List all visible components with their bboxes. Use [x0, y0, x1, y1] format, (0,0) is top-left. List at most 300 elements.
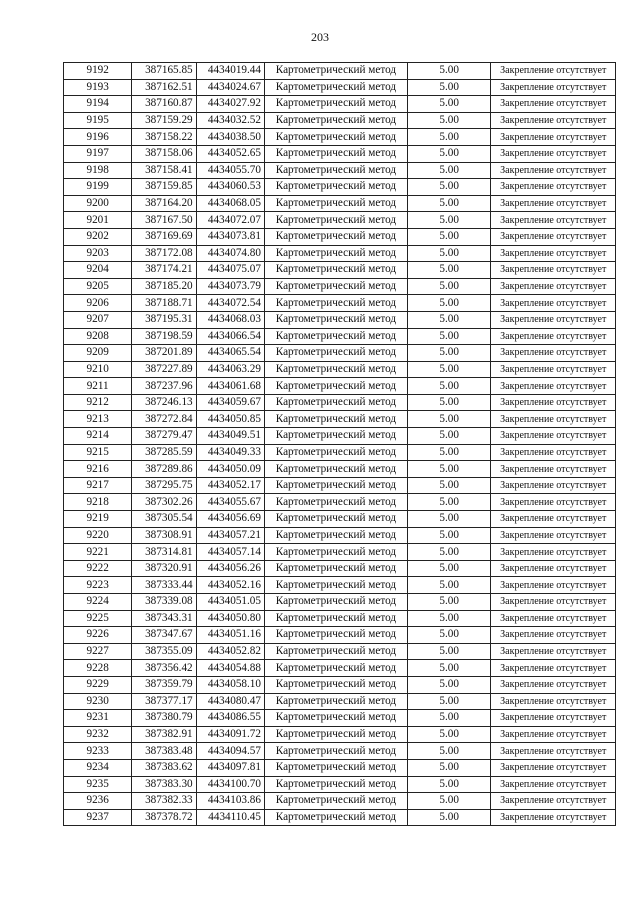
x-coordinate-cell: 387302.26: [132, 494, 196, 511]
point-number-cell: 9208: [64, 328, 132, 345]
table-row: [64, 311, 616, 328]
point-number-cell: 9228: [64, 660, 132, 677]
fixation-cell: Закрепление отсутствует: [491, 79, 616, 96]
y-coordinate-cell: 4434049.33: [196, 444, 264, 461]
method-cell: Картометрический метод: [264, 726, 407, 743]
y-coordinate-cell: 4434051.16: [196, 627, 264, 644]
fixation-cell: Закрепление отсутствует: [491, 477, 616, 494]
table-row: [64, 693, 616, 710]
table-row: [64, 295, 616, 312]
method-cell: Картометрический метод: [264, 643, 407, 660]
method-cell: Картометрический метод: [264, 394, 407, 411]
point-number-cell: 9200: [64, 195, 132, 212]
table-row: [64, 328, 616, 345]
x-coordinate-cell: 387295.75: [132, 477, 196, 494]
y-coordinate-cell: 4434110.45: [196, 809, 264, 826]
method-cell: Картометрический метод: [264, 311, 407, 328]
table-row: [64, 710, 616, 727]
point-number-cell: 9237: [64, 809, 132, 826]
method-cell: Картометрический метод: [264, 627, 407, 644]
x-coordinate-cell: 387382.91: [132, 726, 196, 743]
point-number-cell: 9224: [64, 594, 132, 611]
point-number-cell: 9193: [64, 79, 132, 96]
x-coordinate-cell: 387343.31: [132, 610, 196, 627]
point-number-cell: 9199: [64, 179, 132, 196]
fixation-cell: Закрепление отсутствует: [491, 461, 616, 478]
fixation-cell: Закрепление отсутствует: [491, 112, 616, 129]
method-cell: Картометрический метод: [264, 428, 407, 445]
fixation-cell: Закрепление отсутствует: [491, 776, 616, 793]
point-number-cell: 9197: [64, 145, 132, 162]
x-coordinate-cell: 387201.89: [132, 345, 196, 362]
y-coordinate-cell: 4434072.07: [196, 212, 264, 229]
accuracy-cell: 5.00: [407, 195, 491, 212]
accuracy-cell: 5.00: [407, 345, 491, 362]
method-cell: Картометрический метод: [264, 494, 407, 511]
fixation-cell: Закрепление отсутствует: [491, 511, 616, 528]
point-number-cell: 9216: [64, 461, 132, 478]
y-coordinate-cell: 4434052.17: [196, 477, 264, 494]
accuracy-cell: 5.00: [407, 79, 491, 96]
accuracy-cell: 5.00: [407, 693, 491, 710]
x-coordinate-cell: 387272.84: [132, 411, 196, 428]
accuracy-cell: 5.00: [407, 428, 491, 445]
point-number-cell: 9217: [64, 477, 132, 494]
y-coordinate-cell: 4434055.70: [196, 162, 264, 179]
accuracy-cell: 5.00: [407, 627, 491, 644]
point-number-cell: 9196: [64, 129, 132, 146]
fixation-cell: Закрепление отсутствует: [491, 129, 616, 146]
x-coordinate-cell: 387158.22: [132, 129, 196, 146]
x-coordinate-cell: 387160.87: [132, 96, 196, 113]
fixation-cell: Закрепление отсутствует: [491, 311, 616, 328]
table-row: [64, 577, 616, 594]
accuracy-cell: 5.00: [407, 444, 491, 461]
y-coordinate-cell: 4434049.51: [196, 428, 264, 445]
fixation-cell: Закрепление отсутствует: [491, 577, 616, 594]
method-cell: Картометрический метод: [264, 212, 407, 229]
fixation-cell: Закрепление отсутствует: [491, 494, 616, 511]
point-number-cell: 9213: [64, 411, 132, 428]
accuracy-cell: 5.00: [407, 759, 491, 776]
x-coordinate-cell: 387314.81: [132, 544, 196, 561]
method-cell: Картометрический метод: [264, 710, 407, 727]
fixation-cell: Закрепление отсутствует: [491, 411, 616, 428]
fixation-cell: Закрепление отсутствует: [491, 162, 616, 179]
accuracy-cell: 5.00: [407, 577, 491, 594]
x-coordinate-cell: 387167.50: [132, 212, 196, 229]
fixation-cell: Закрепление отсутствует: [491, 328, 616, 345]
table-row: [64, 145, 616, 162]
x-coordinate-cell: 387195.31: [132, 311, 196, 328]
table-row: [64, 212, 616, 229]
accuracy-cell: 5.00: [407, 610, 491, 627]
y-coordinate-cell: 4434103.86: [196, 793, 264, 810]
page-number: 203: [311, 30, 329, 44]
x-coordinate-cell: 387174.21: [132, 262, 196, 279]
fixation-cell: Закрепление отсутствует: [491, 345, 616, 362]
y-coordinate-cell: 4434057.21: [196, 527, 264, 544]
table-row: [64, 759, 616, 776]
accuracy-cell: 5.00: [407, 527, 491, 544]
table-row: [64, 643, 616, 660]
method-cell: Картометрический метод: [264, 179, 407, 196]
x-coordinate-cell: 387383.30: [132, 776, 196, 793]
x-coordinate-cell: 387356.42: [132, 660, 196, 677]
table-row: [64, 378, 616, 395]
point-number-cell: 9221: [64, 544, 132, 561]
x-coordinate-cell: 387289.86: [132, 461, 196, 478]
method-cell: Картометрический метод: [264, 345, 407, 362]
y-coordinate-cell: 4434075.07: [196, 262, 264, 279]
table-row: [64, 112, 616, 129]
fixation-cell: Закрепление отсутствует: [491, 444, 616, 461]
method-cell: Картометрический метод: [264, 79, 407, 96]
x-coordinate-cell: 387162.51: [132, 79, 196, 96]
method-cell: Картометрический метод: [264, 693, 407, 710]
point-number-cell: 9220: [64, 527, 132, 544]
method-cell: Картометрический метод: [264, 145, 407, 162]
x-coordinate-cell: 387308.91: [132, 527, 196, 544]
table-row: [64, 544, 616, 561]
method-cell: Картометрический метод: [264, 96, 407, 113]
point-number-cell: 9204: [64, 262, 132, 279]
accuracy-cell: 5.00: [407, 461, 491, 478]
x-coordinate-cell: 387380.79: [132, 710, 196, 727]
y-coordinate-cell: 4434068.05: [196, 195, 264, 212]
point-number-cell: 9195: [64, 112, 132, 129]
x-coordinate-cell: 387158.06: [132, 145, 196, 162]
table-row: [64, 228, 616, 245]
x-coordinate-cell: 387159.85: [132, 179, 196, 196]
table-row: [64, 162, 616, 179]
fixation-cell: Закрепление отсутствует: [491, 627, 616, 644]
method-cell: Картометрический метод: [264, 477, 407, 494]
fixation-cell: Закрепление отсутствует: [491, 759, 616, 776]
table-row: [64, 511, 616, 528]
method-cell: Картометрический метод: [264, 793, 407, 810]
fixation-cell: Закрепление отсутствует: [491, 726, 616, 743]
y-coordinate-cell: 4434061.68: [196, 378, 264, 395]
table-row: [64, 494, 616, 511]
table-row: [64, 129, 616, 146]
method-cell: Картометрический метод: [264, 262, 407, 279]
fixation-cell: Закрепление отсутствует: [491, 262, 616, 279]
coordinates-table-body: [64, 63, 616, 826]
accuracy-cell: 5.00: [407, 311, 491, 328]
table-row: [64, 444, 616, 461]
method-cell: Картометрический метод: [264, 112, 407, 129]
fixation-cell: Закрепление отсутствует: [491, 793, 616, 810]
point-number-cell: 9206: [64, 295, 132, 312]
point-number-cell: 9232: [64, 726, 132, 743]
table-row: [64, 560, 616, 577]
fixation-cell: Закрепление отсутствует: [491, 195, 616, 212]
y-coordinate-cell: 4434068.03: [196, 311, 264, 328]
accuracy-cell: 5.00: [407, 295, 491, 312]
point-number-cell: 9235: [64, 776, 132, 793]
y-coordinate-cell: 4434073.81: [196, 228, 264, 245]
y-coordinate-cell: 4434038.50: [196, 129, 264, 146]
y-coordinate-cell: 4434072.54: [196, 295, 264, 312]
method-cell: Картометрический метод: [264, 278, 407, 295]
point-number-cell: 9192: [64, 63, 132, 80]
y-coordinate-cell: 4434052.65: [196, 145, 264, 162]
method-cell: Картометрический метод: [264, 245, 407, 262]
table-row: [64, 660, 616, 677]
y-coordinate-cell: 4434019.44: [196, 63, 264, 80]
fixation-cell: Закрепление отсутствует: [491, 228, 616, 245]
x-coordinate-cell: 387246.13: [132, 394, 196, 411]
accuracy-cell: 5.00: [407, 660, 491, 677]
table-row: [64, 262, 616, 279]
y-coordinate-cell: 4434058.10: [196, 676, 264, 693]
fixation-cell: Закрепление отсутствует: [491, 594, 616, 611]
point-number-cell: 9209: [64, 345, 132, 362]
x-coordinate-cell: 387227.89: [132, 361, 196, 378]
point-number-cell: 9231: [64, 710, 132, 727]
y-coordinate-cell: 4434050.85: [196, 411, 264, 428]
table-row: [64, 63, 616, 80]
y-coordinate-cell: 4434063.29: [196, 361, 264, 378]
fixation-cell: Закрепление отсутствует: [491, 809, 616, 826]
x-coordinate-cell: 387159.29: [132, 112, 196, 129]
fixation-cell: Закрепление отсутствует: [491, 676, 616, 693]
y-coordinate-cell: 4434100.70: [196, 776, 264, 793]
point-number-cell: 9233: [64, 743, 132, 760]
accuracy-cell: 5.00: [407, 245, 491, 262]
y-coordinate-cell: 4434097.81: [196, 759, 264, 776]
accuracy-cell: 5.00: [407, 494, 491, 511]
x-coordinate-cell: 387164.20: [132, 195, 196, 212]
accuracy-cell: 5.00: [407, 378, 491, 395]
x-coordinate-cell: 387383.62: [132, 759, 196, 776]
accuracy-cell: 5.00: [407, 743, 491, 760]
table-row: [64, 627, 616, 644]
accuracy-cell: 5.00: [407, 809, 491, 826]
y-coordinate-cell: 4434027.92: [196, 96, 264, 113]
y-coordinate-cell: 4434060.53: [196, 179, 264, 196]
method-cell: Картометрический метод: [264, 594, 407, 611]
accuracy-cell: 5.00: [407, 477, 491, 494]
method-cell: Картометрический метод: [264, 743, 407, 760]
y-coordinate-cell: 4434066.54: [196, 328, 264, 345]
y-coordinate-cell: 4434050.09: [196, 461, 264, 478]
table-row: [64, 278, 616, 295]
point-number-cell: 9198: [64, 162, 132, 179]
method-cell: Картометрический метод: [264, 129, 407, 146]
table-row: [64, 394, 616, 411]
table-row: [64, 179, 616, 196]
table-row: [64, 195, 616, 212]
fixation-cell: Закрепление отсутствует: [491, 710, 616, 727]
fixation-cell: Закрепление отсутствует: [491, 610, 616, 627]
fixation-cell: Закрепление отсутствует: [491, 212, 616, 229]
table-row: [64, 726, 616, 743]
method-cell: Картометрический метод: [264, 444, 407, 461]
y-coordinate-cell: 4434080.47: [196, 693, 264, 710]
x-coordinate-cell: 387305.54: [132, 511, 196, 528]
accuracy-cell: 5.00: [407, 560, 491, 577]
accuracy-cell: 5.00: [407, 726, 491, 743]
point-number-cell: 9226: [64, 627, 132, 644]
fixation-cell: Закрепление отсутствует: [491, 527, 616, 544]
method-cell: Картометрический метод: [264, 660, 407, 677]
point-number-cell: 9234: [64, 759, 132, 776]
method-cell: Картометрический метод: [264, 527, 407, 544]
fixation-cell: Закрепление отсутствует: [491, 544, 616, 561]
coordinates-table: [63, 62, 616, 826]
point-number-cell: 9205: [64, 278, 132, 295]
y-coordinate-cell: 4434032.52: [196, 112, 264, 129]
x-coordinate-cell: 387377.17: [132, 693, 196, 710]
accuracy-cell: 5.00: [407, 212, 491, 229]
fixation-cell: Закрепление отсутствует: [491, 245, 616, 262]
x-coordinate-cell: 387339.08: [132, 594, 196, 611]
method-cell: Картометрический метод: [264, 328, 407, 345]
accuracy-cell: 5.00: [407, 710, 491, 727]
accuracy-cell: 5.00: [407, 411, 491, 428]
fixation-cell: Закрепление отсутствует: [491, 560, 616, 577]
fixation-cell: Закрепление отсутствует: [491, 361, 616, 378]
method-cell: Картометрический метод: [264, 544, 407, 561]
point-number-cell: 9203: [64, 245, 132, 262]
point-number-cell: 9230: [64, 693, 132, 710]
point-number-cell: 9219: [64, 511, 132, 528]
accuracy-cell: 5.00: [407, 361, 491, 378]
table-row: [64, 345, 616, 362]
table-row: [64, 676, 616, 693]
method-cell: Картометрический метод: [264, 378, 407, 395]
x-coordinate-cell: 387185.20: [132, 278, 196, 295]
method-cell: Картометрический метод: [264, 228, 407, 245]
accuracy-cell: 5.00: [407, 278, 491, 295]
accuracy-cell: 5.00: [407, 179, 491, 196]
fixation-cell: Закрепление отсутствует: [491, 428, 616, 445]
fixation-cell: Закрепление отсутствует: [491, 643, 616, 660]
method-cell: Картометрический метод: [264, 511, 407, 528]
accuracy-cell: 5.00: [407, 228, 491, 245]
point-number-cell: 9202: [64, 228, 132, 245]
accuracy-cell: 5.00: [407, 776, 491, 793]
table-row: [64, 411, 616, 428]
accuracy-cell: 5.00: [407, 328, 491, 345]
y-coordinate-cell: 4434073.79: [196, 278, 264, 295]
accuracy-cell: 5.00: [407, 643, 491, 660]
y-coordinate-cell: 4434065.54: [196, 345, 264, 362]
y-coordinate-cell: 4434086.55: [196, 710, 264, 727]
method-cell: Картометрический метод: [264, 809, 407, 826]
accuracy-cell: 5.00: [407, 511, 491, 528]
x-coordinate-cell: 387378.72: [132, 809, 196, 826]
table-row: [64, 809, 616, 826]
point-number-cell: 9215: [64, 444, 132, 461]
accuracy-cell: 5.00: [407, 112, 491, 129]
x-coordinate-cell: 387333.44: [132, 577, 196, 594]
point-number-cell: 9225: [64, 610, 132, 627]
accuracy-cell: 5.00: [407, 676, 491, 693]
x-coordinate-cell: 387169.69: [132, 228, 196, 245]
table-row: [64, 610, 616, 627]
x-coordinate-cell: 387359.79: [132, 676, 196, 693]
method-cell: Картометрический метод: [264, 63, 407, 80]
method-cell: Картометрический метод: [264, 295, 407, 312]
accuracy-cell: 5.00: [407, 394, 491, 411]
fixation-cell: Закрепление отсутствует: [491, 394, 616, 411]
method-cell: Картометрический метод: [264, 577, 407, 594]
table-row: [64, 743, 616, 760]
x-coordinate-cell: 387382.33: [132, 793, 196, 810]
point-number-cell: 9227: [64, 643, 132, 660]
fixation-cell: Закрепление отсутствует: [491, 63, 616, 80]
table-row: [64, 461, 616, 478]
table-row: [64, 79, 616, 96]
accuracy-cell: 5.00: [407, 594, 491, 611]
table-row: [64, 361, 616, 378]
table-row: [64, 527, 616, 544]
fixation-cell: Закрепление отсутствует: [491, 660, 616, 677]
point-number-cell: 9212: [64, 394, 132, 411]
accuracy-cell: 5.00: [407, 793, 491, 810]
point-number-cell: 9218: [64, 494, 132, 511]
point-number-cell: 9201: [64, 212, 132, 229]
point-number-cell: 9211: [64, 378, 132, 395]
x-coordinate-cell: 387165.85: [132, 63, 196, 80]
y-coordinate-cell: 4434074.80: [196, 245, 264, 262]
method-cell: Картометрический метод: [264, 610, 407, 627]
method-cell: Картометрический метод: [264, 776, 407, 793]
table-row: [64, 477, 616, 494]
table-row: [64, 776, 616, 793]
accuracy-cell: 5.00: [407, 63, 491, 80]
accuracy-cell: 5.00: [407, 129, 491, 146]
x-coordinate-cell: 387188.71: [132, 295, 196, 312]
y-coordinate-cell: 4434054.88: [196, 660, 264, 677]
table-row: [64, 428, 616, 445]
accuracy-cell: 5.00: [407, 544, 491, 561]
method-cell: Картометрический метод: [264, 560, 407, 577]
point-number-cell: 9207: [64, 311, 132, 328]
y-coordinate-cell: 4434056.26: [196, 560, 264, 577]
y-coordinate-cell: 4434056.69: [196, 511, 264, 528]
x-coordinate-cell: 387355.09: [132, 643, 196, 660]
method-cell: Картометрический метод: [264, 411, 407, 428]
x-coordinate-cell: 387158.41: [132, 162, 196, 179]
fixation-cell: Закрепление отсутствует: [491, 179, 616, 196]
fixation-cell: Закрепление отсутствует: [491, 145, 616, 162]
point-number-cell: 9222: [64, 560, 132, 577]
x-coordinate-cell: 387198.59: [132, 328, 196, 345]
fixation-cell: Закрепление отсутствует: [491, 743, 616, 760]
y-coordinate-cell: 4434052.16: [196, 577, 264, 594]
table-row: [64, 594, 616, 611]
fixation-cell: Закрепление отсутствует: [491, 96, 616, 113]
x-coordinate-cell: 387237.96: [132, 378, 196, 395]
fixation-cell: Закрепление отсутствует: [491, 378, 616, 395]
accuracy-cell: 5.00: [407, 162, 491, 179]
point-number-cell: 9194: [64, 96, 132, 113]
point-number-cell: 9229: [64, 676, 132, 693]
x-coordinate-cell: 387320.91: [132, 560, 196, 577]
x-coordinate-cell: 387347.67: [132, 627, 196, 644]
y-coordinate-cell: 4434059.67: [196, 394, 264, 411]
x-coordinate-cell: 387383.48: [132, 743, 196, 760]
point-number-cell: 9236: [64, 793, 132, 810]
y-coordinate-cell: 4434050.80: [196, 610, 264, 627]
method-cell: Картометрический метод: [264, 195, 407, 212]
x-coordinate-cell: 387279.47: [132, 428, 196, 445]
accuracy-cell: 5.00: [407, 262, 491, 279]
